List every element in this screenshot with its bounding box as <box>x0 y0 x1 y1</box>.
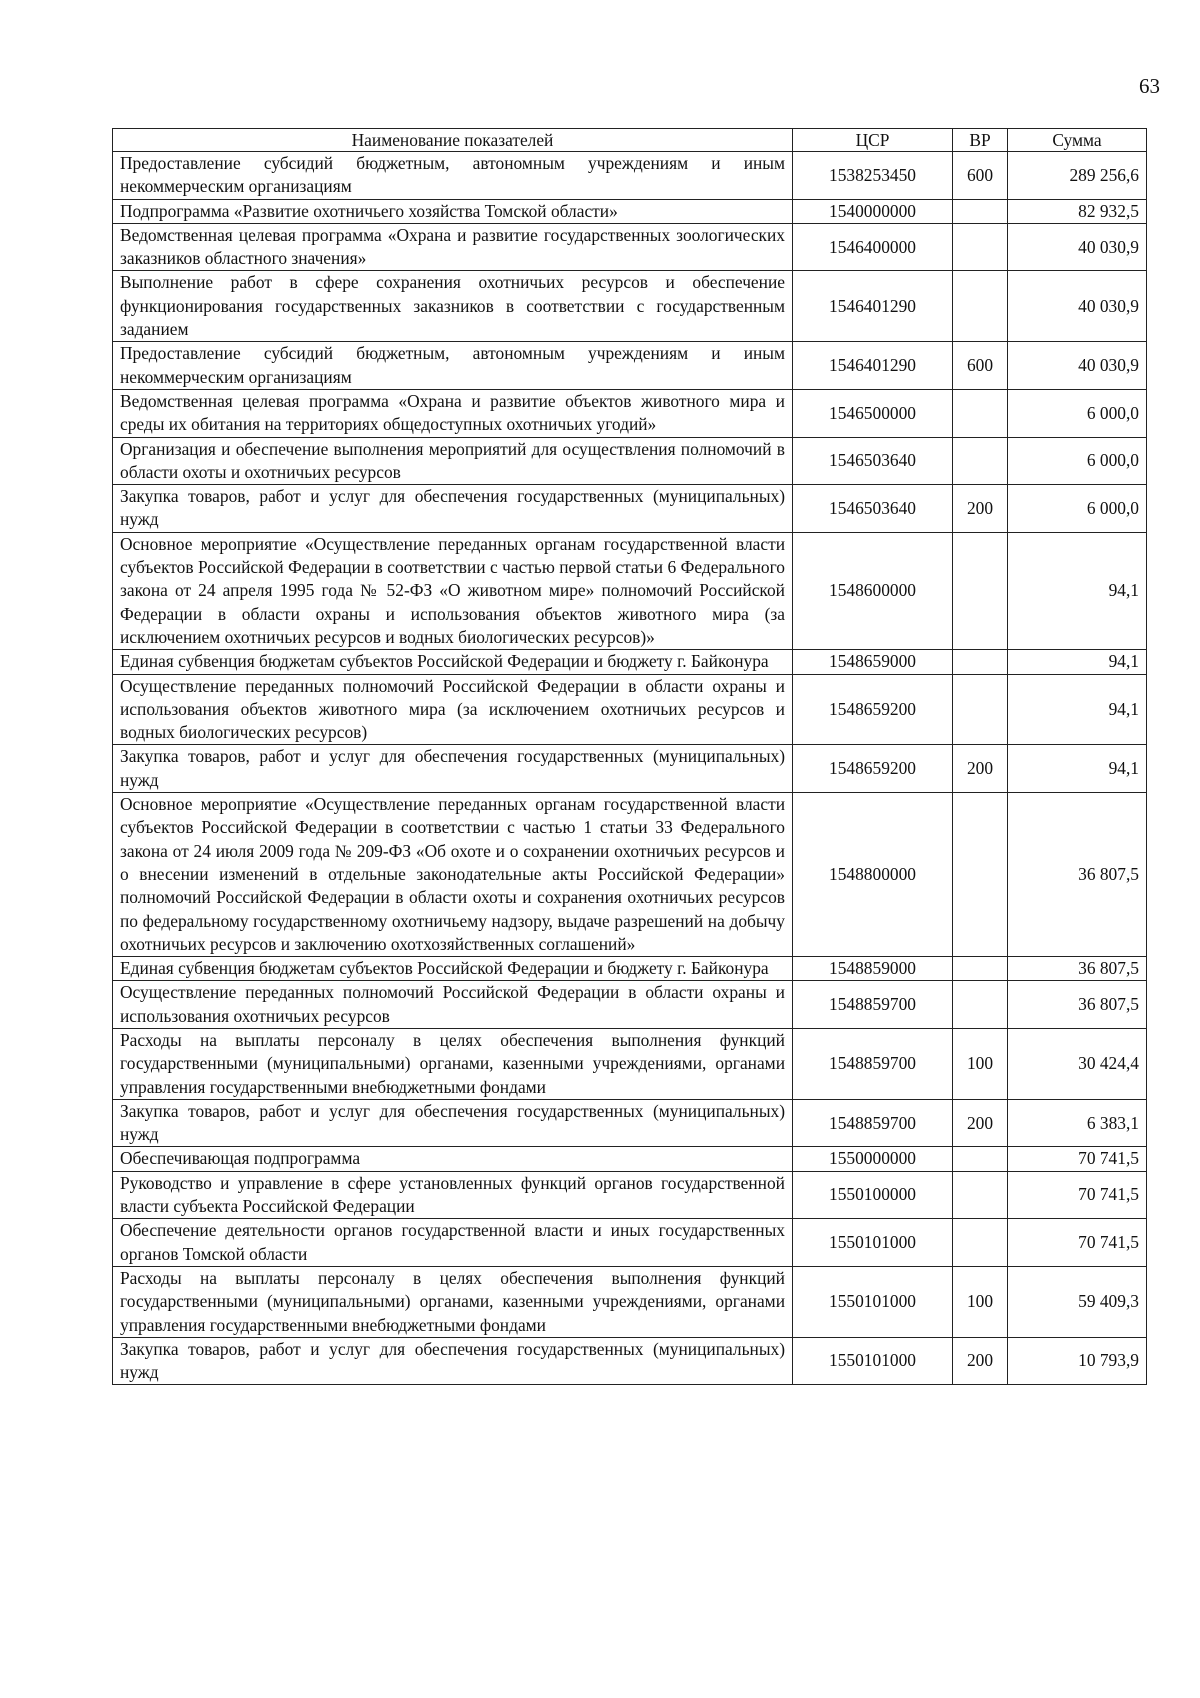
row-vr <box>953 389 1008 437</box>
row-sum: 40 030,9 <box>1008 271 1147 342</box>
table-header-row <box>113 129 1147 152</box>
row-csr: 1546503640 <box>793 437 953 485</box>
table-row <box>113 152 1147 200</box>
row-name: Расходы на выплаты персоналу в целях обеспечения выполнения функций государственными (муниципальными) органами, казенными учреждениями, органами управления государственными внебюджетными фондами <box>113 1266 793 1337</box>
table-row <box>113 745 1147 793</box>
row-csr: 1550101000 <box>793 1219 953 1267</box>
row-name: Единая субвенция бюджетам субъектов Российской Федерации и бюджету г. Байконура <box>113 650 793 674</box>
row-csr: 1548859700 <box>793 1099 953 1147</box>
header-name: Наименование показателей <box>113 129 793 152</box>
row-vr <box>953 793 1008 957</box>
row-vr <box>953 674 1008 745</box>
row-vr <box>953 1171 1008 1219</box>
table-row <box>113 1219 1147 1267</box>
table-row <box>113 1099 1147 1147</box>
row-name: Закупка товаров, работ и услуг для обеспечения государственных (муниципальных) нужд <box>113 1337 793 1385</box>
row-csr: 1540000000 <box>793 199 953 223</box>
table-row <box>113 271 1147 342</box>
row-name: Закупка товаров, работ и услуг для обеспечения государственных (муниципальных) нужд <box>113 485 793 533</box>
row-name: Закупка товаров, работ и услуг для обеспечения государственных (муниципальных) нужд <box>113 745 793 793</box>
row-csr: 1550101000 <box>793 1337 953 1385</box>
row-vr: 200 <box>953 1337 1008 1385</box>
row-csr: 1548859000 <box>793 957 953 981</box>
row-csr: 1546503640 <box>793 485 953 533</box>
row-name: Единая субвенция бюджетам субъектов Российской Федерации и бюджету г. Байконура <box>113 957 793 981</box>
table-row <box>113 437 1147 485</box>
row-sum: 94,1 <box>1008 532 1147 649</box>
row-name: Руководство и управление в сфере установленных функций органов государственной власти субъекта Российской Федерации <box>113 1171 793 1219</box>
row-name: Закупка товаров, работ и услуг для обеспечения государственных (муниципальных) нужд <box>113 1099 793 1147</box>
row-name: Ведомственная целевая программа «Охрана и развитие объектов животного мира и среды их обитания на территориях общедоступных охотничьих угодий» <box>113 389 793 437</box>
row-sum: 36 807,5 <box>1008 981 1147 1029</box>
table-row <box>113 1266 1147 1337</box>
row-name: Предоставление субсидий бюджетным, автономным учреждениям и иным некоммерческим организациям <box>113 152 793 200</box>
row-vr: 200 <box>953 1099 1008 1147</box>
row-name: Предоставление субсидий бюджетным, автономным учреждениям и иным некоммерческим организациям <box>113 342 793 390</box>
table-row <box>113 1337 1147 1385</box>
row-csr: 1550100000 <box>793 1171 953 1219</box>
header-sum: Сумма <box>1008 129 1147 152</box>
row-vr <box>953 650 1008 674</box>
row-sum: 10 793,9 <box>1008 1337 1147 1385</box>
row-sum: 6 000,0 <box>1008 485 1147 533</box>
table-row <box>113 674 1147 745</box>
row-vr: 100 <box>953 1266 1008 1337</box>
row-vr <box>953 223 1008 271</box>
row-vr <box>953 981 1008 1029</box>
table-row <box>113 342 1147 390</box>
row-vr <box>953 532 1008 649</box>
row-sum: 59 409,3 <box>1008 1266 1147 1337</box>
row-csr: 1548600000 <box>793 532 953 649</box>
row-name: Основное мероприятие «Осуществление переданных органам государственной власти субъектов Российской Федерации в соответствии с частью 1 статьи 33 Федерального закона от 24 июля 2009 года № 209-ФЗ «Об охоте и о сохранении охотничьих ресурсов и о внесении изменений в отдельные законодательные акты Российской Федерации» полномочий Российской Федерации в области охоты и сохранения охотничьих ресурсов по федеральному государственному охотничьему надзору, выдаче разрешений на добычу охотничьих ресурсов и заключению охотхозяйственных соглашений» <box>113 793 793 957</box>
row-sum: 82 932,5 <box>1008 199 1147 223</box>
row-vr <box>953 437 1008 485</box>
row-name: Расходы на выплаты персоналу в целях обеспечения выполнения функций государственными (муниципальными) органами, казенными учреждениями, органами управления государственными внебюджетными фондами <box>113 1028 793 1099</box>
row-name: Обеспечивающая подпрограмма <box>113 1147 793 1171</box>
row-sum: 70 741,5 <box>1008 1171 1147 1219</box>
row-vr: 200 <box>953 745 1008 793</box>
row-sum: 94,1 <box>1008 674 1147 745</box>
row-name: Организация и обеспечение выполнения мероприятий для осуществления полномочий в области охоты и охотничьих ресурсов <box>113 437 793 485</box>
row-csr: 1548859700 <box>793 1028 953 1099</box>
table-row <box>113 532 1147 649</box>
row-sum: 6 000,0 <box>1008 389 1147 437</box>
row-name: Выполнение работ в сфере сохранения охотничьих ресурсов и обеспечение функционирования государственных заказников в соответствии с государственным заданием <box>113 271 793 342</box>
row-vr <box>953 1147 1008 1171</box>
row-csr: 1548859700 <box>793 981 953 1029</box>
row-sum: 36 807,5 <box>1008 957 1147 981</box>
header-csr: ЦСР <box>793 129 953 152</box>
row-csr: 1548659000 <box>793 650 953 674</box>
row-sum: 70 741,5 <box>1008 1147 1147 1171</box>
row-name: Ведомственная целевая программа «Охрана и развитие государственных зоологических заказников областного значения» <box>113 223 793 271</box>
budget-table <box>112 128 1147 1385</box>
row-sum: 94,1 <box>1008 650 1147 674</box>
row-sum: 40 030,9 <box>1008 223 1147 271</box>
row-csr: 1546401290 <box>793 342 953 390</box>
row-vr: 600 <box>953 342 1008 390</box>
table-row <box>113 389 1147 437</box>
row-csr: 1550000000 <box>793 1147 953 1171</box>
table-row <box>113 793 1147 957</box>
row-csr: 1538253450 <box>793 152 953 200</box>
row-csr: 1546401290 <box>793 271 953 342</box>
row-vr: 100 <box>953 1028 1008 1099</box>
table-row <box>113 1171 1147 1219</box>
row-vr: 600 <box>953 152 1008 200</box>
row-sum: 40 030,9 <box>1008 342 1147 390</box>
table-row <box>113 650 1147 674</box>
table-row <box>113 223 1147 271</box>
row-vr: 200 <box>953 485 1008 533</box>
row-csr: 1550101000 <box>793 1266 953 1337</box>
table-row <box>113 1028 1147 1099</box>
row-sum: 30 424,4 <box>1008 1028 1147 1099</box>
row-csr: 1546400000 <box>793 223 953 271</box>
table-row <box>113 199 1147 223</box>
table-row <box>113 957 1147 981</box>
row-csr: 1548659200 <box>793 674 953 745</box>
header-vr: ВР <box>953 129 1008 152</box>
row-vr <box>953 1219 1008 1267</box>
table-row <box>113 485 1147 533</box>
row-csr: 1548800000 <box>793 793 953 957</box>
row-vr <box>953 199 1008 223</box>
row-name: Осуществление переданных полномочий Российской Федерации в области охраны и использования объектов животного мира (за исключением охотничьих ресурсов и водных биологических ресурсов) <box>113 674 793 745</box>
row-name: Основное мероприятие «Осуществление переданных органам государственной власти субъектов Российской Федерации в соответствии с частью первой статьи 6 Федерального закона от 24 апреля 1995 года № 52-ФЗ «О животном мире» полномочий Российской Федерации в области охраны и использования объектов животного мира (за исключением охотничьих ресурсов и водных биологических ресурсов)» <box>113 532 793 649</box>
row-name: Обеспечение деятельности органов государственной власти и иных государственных органов Томской области <box>113 1219 793 1267</box>
table-row <box>113 1147 1147 1171</box>
row-vr <box>953 271 1008 342</box>
row-name: Подпрограмма «Развитие охотничьего хозяйства Томской области» <box>113 199 793 223</box>
table-row <box>113 981 1147 1029</box>
row-sum: 70 741,5 <box>1008 1219 1147 1267</box>
row-sum: 289 256,6 <box>1008 152 1147 200</box>
row-name: Осуществление переданных полномочий Российской Федерации в области охраны и использования охотничьих ресурсов <box>113 981 793 1029</box>
row-vr <box>953 957 1008 981</box>
page-number: 63 <box>1139 74 1160 98</box>
row-csr: 1546500000 <box>793 389 953 437</box>
row-csr: 1548659200 <box>793 745 953 793</box>
row-sum: 6 000,0 <box>1008 437 1147 485</box>
row-sum: 94,1 <box>1008 745 1147 793</box>
row-sum: 36 807,5 <box>1008 793 1147 957</box>
row-sum: 6 383,1 <box>1008 1099 1147 1147</box>
